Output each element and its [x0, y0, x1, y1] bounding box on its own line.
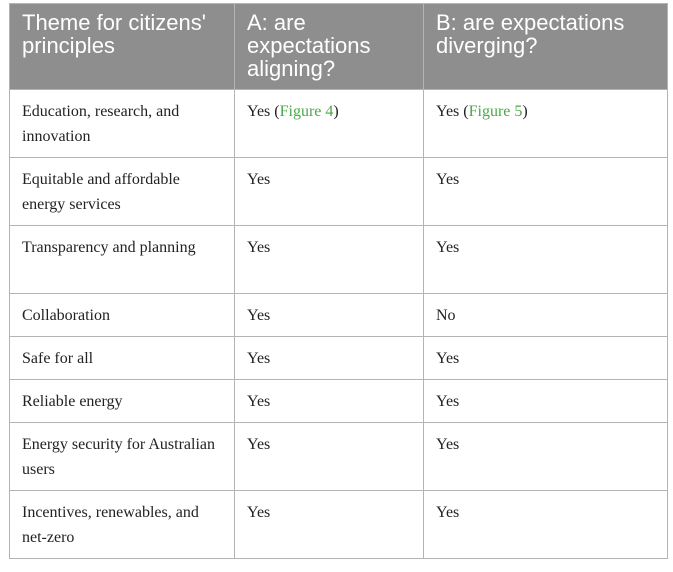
table-row — [10, 380, 668, 423]
table-row — [10, 226, 668, 294]
aligning-cell: Yes — [235, 380, 424, 423]
header-theme: Theme for citizens' principles — [10, 4, 235, 90]
theme-cell: Equitable and affordable energy services — [10, 158, 235, 226]
aligning-cell: Yes — [235, 158, 424, 226]
table-row — [10, 337, 668, 380]
header-row — [10, 4, 668, 90]
aligning-cell: Yes (Figure 4) — [235, 90, 424, 158]
diverging-cell: Yes — [424, 337, 668, 380]
theme-cell: Transparency and planning — [10, 226, 235, 294]
aligning-cell: Yes — [235, 491, 424, 559]
theme-cell: Collaboration — [10, 294, 235, 337]
aligning-value: Yes — [247, 103, 271, 120]
theme-cell: Education, research, and innovation — [10, 90, 235, 158]
diverging-cell: No — [424, 294, 668, 337]
diverging-cell: Yes — [424, 491, 668, 559]
table-row — [10, 423, 668, 491]
table-row — [10, 491, 668, 559]
table-row — [10, 294, 668, 337]
diverging-cell: Yes — [424, 158, 668, 226]
theme-cell: Incentives, renewables, and net-zero — [10, 491, 235, 559]
figure-5-link[interactable]: Figure 5 — [468, 103, 523, 120]
header-aligning: A: are expectations aligning? — [235, 4, 424, 90]
diverging-cell: Yes — [424, 380, 668, 423]
figure-4-link[interactable]: Figure 4 — [279, 103, 334, 120]
theme-cell: Energy security for Australian users — [10, 423, 235, 491]
principles-table — [9, 3, 668, 559]
aligning-cell: Yes — [235, 423, 424, 491]
diverging-cell: Yes — [424, 226, 668, 294]
theme-cell: Safe for all — [10, 337, 235, 380]
diverging-value: Yes — [436, 103, 460, 120]
table-row — [10, 158, 668, 226]
aligning-cell: Yes — [235, 226, 424, 294]
header-diverging: B: are expectations diverging? — [424, 4, 668, 90]
aligning-cell: Yes — [235, 294, 424, 337]
theme-cell: Reliable energy — [10, 380, 235, 423]
diverging-cell: Yes — [424, 423, 668, 491]
aligning-cell: Yes — [235, 337, 424, 380]
table-row — [10, 90, 668, 158]
diverging-cell: Yes (Figure 5) — [424, 90, 668, 158]
